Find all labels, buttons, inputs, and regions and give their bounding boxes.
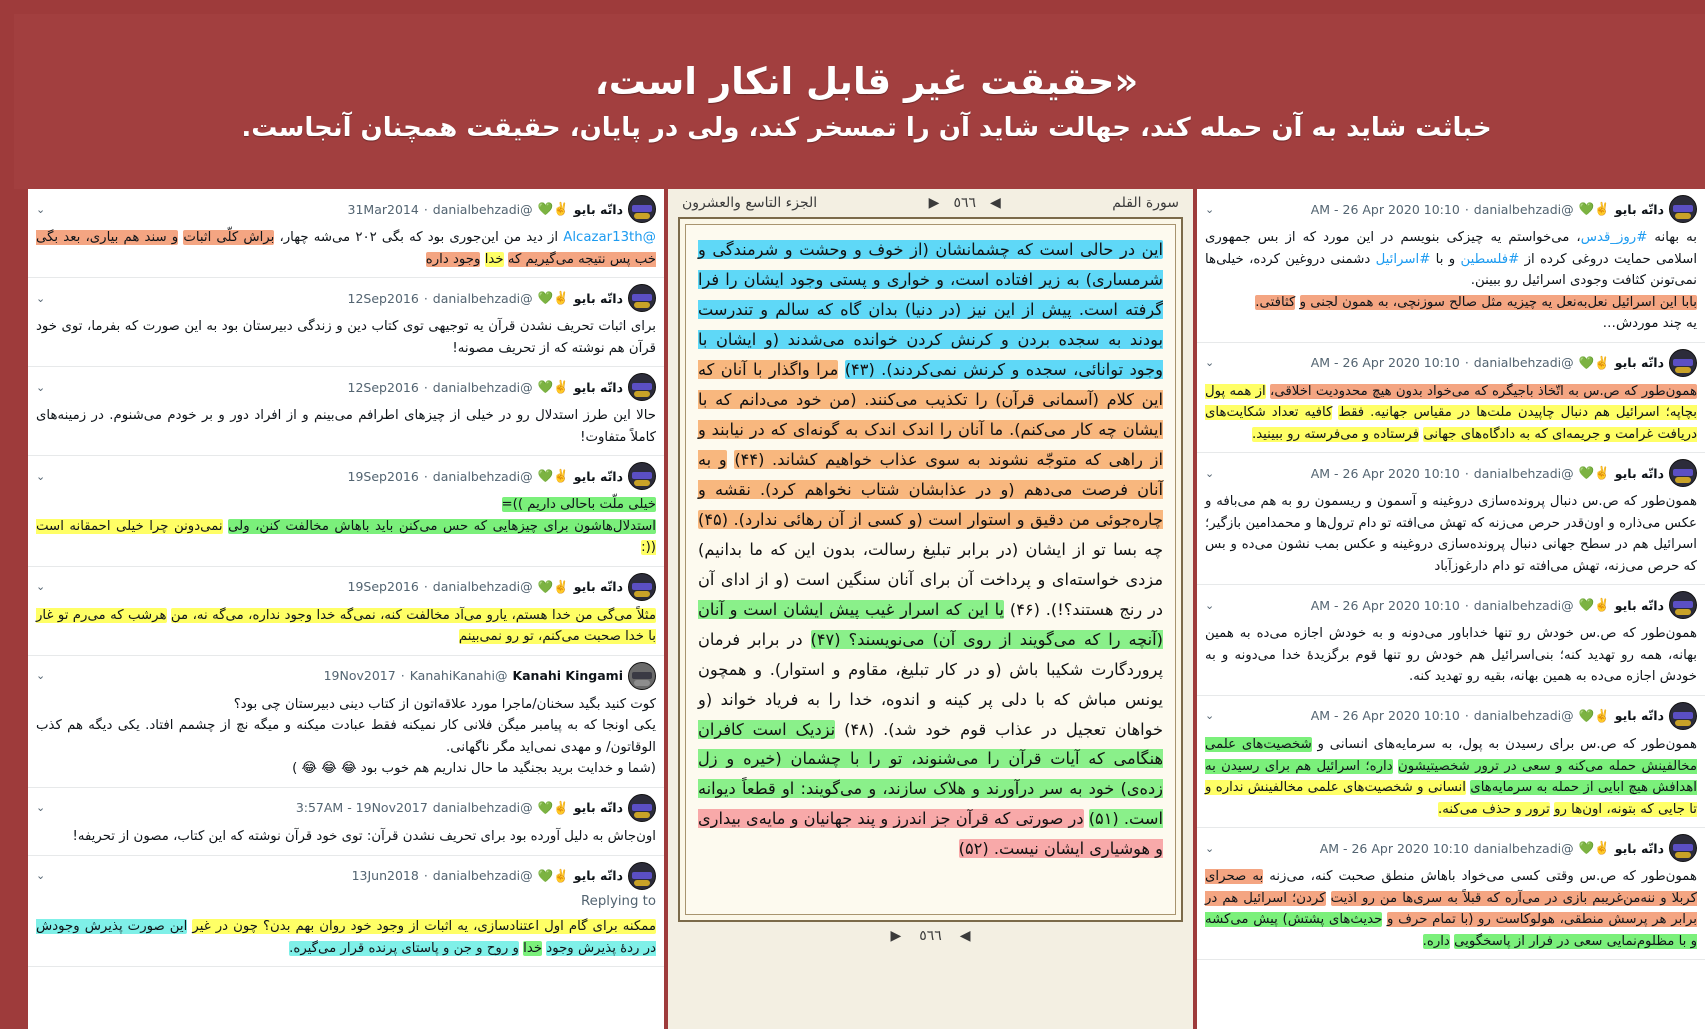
tweet-header (1205, 834, 1697, 862)
tweet-display-name[interactable]: داتّه بایو (1614, 201, 1664, 217)
chevron-down-icon[interactable]: ⌄ (36, 801, 46, 815)
quran-page-column (668, 189, 1193, 1029)
quran-header (668, 189, 1193, 217)
tweet-header (1205, 702, 1697, 730)
tweet-header (1205, 195, 1697, 223)
chevron-down-icon[interactable]: ⌄ (36, 202, 46, 216)
tweet-display-name[interactable]: داتّه بایو (1614, 355, 1664, 371)
chevron-down-icon[interactable]: ⌄ (1205, 841, 1215, 855)
tweet-handle[interactable]: @danialbehzadi (1473, 708, 1574, 724)
tweet-display-name[interactable]: داتّه بایو (573, 201, 623, 217)
tweet-display-name[interactable]: داتّه بایو (573, 290, 623, 306)
verified-emoji-icon: ✌️💚 (1578, 201, 1610, 216)
tweet-handle[interactable]: @danialbehzadi (432, 290, 533, 306)
avatar[interactable] (628, 662, 656, 690)
tweet-handle[interactable]: @KanahiKanahi (409, 668, 508, 684)
tweet-body: به بهانه #روز_قدس، می‌خواستم یه چیزکی بنویسم در این مورد که از بس جمهوری اسلامی حمایت دروغی کرده از #فلسطین و با #اسرائیل دشمنی دروغین کرده، خیلی‌ها نمی‌تونن کثافت وجودی اسرائیل رو ببینن. بابا این اسرائیل نعل‌به‌نعل یه چیزیه مثل صالح سوزنچی، به همون لجنی و کثافتی. یه چند موردش… (1205, 230, 1698, 332)
tweet-display-name[interactable]: داتّه بایو (573, 379, 623, 395)
tweet-display-name[interactable]: داتّه بایو (1614, 708, 1664, 724)
tweet-item[interactable] (1197, 696, 1705, 828)
tweet-timestamp[interactable]: 31Mar2014 (347, 201, 419, 217)
tweet-item[interactable] (28, 788, 664, 856)
tweet-handle[interactable]: @danialbehzadi (432, 868, 533, 883)
separator-dot: · (423, 379, 428, 395)
verified-emoji-icon: ✌️💚 (1578, 465, 1610, 481)
tweet-body: اون‌جاش به دلیل آورده بود برای تحریف نشدن قرآن: توی خود قرآن نوشته که این کتاب، مصون از تحریفه! (72, 828, 656, 844)
avatar[interactable] (1669, 591, 1697, 619)
chevron-down-icon[interactable]: ⌄ (36, 469, 46, 483)
separator-dot: · (423, 468, 428, 484)
tweet-display-name[interactable]: داتّه بایو (1614, 840, 1664, 856)
tweet-item[interactable] (1197, 343, 1705, 454)
verified-emoji-icon: ✌️💚 (1578, 354, 1610, 370)
tweet-timestamp[interactable]: 10:10 AM - 26 Apr 2020 (1310, 465, 1460, 481)
tweet-timestamp[interactable]: 10:10 AM - 26 Apr 2020 (1310, 597, 1460, 613)
verified-emoji-icon: ✌️💚 (537, 799, 569, 815)
tweet-item[interactable] (1197, 828, 1705, 960)
separator-dot: · (423, 290, 428, 306)
separator-dot: · (423, 579, 428, 595)
tweet-item[interactable] (1197, 453, 1705, 585)
tweet-body: خیلی ملّت باحالی داریم ))= استدلال‌هاشون برای چیزهایی که حس می‌کنن باید باهاش مخالفت کنن، ولی نمی‌دونن چرا خیلی احمقانه است ((: (36, 497, 656, 556)
separator-dot: · (1464, 708, 1469, 724)
verified-emoji-icon: ✌️💚 (537, 290, 569, 306)
tweet-timestamp[interactable]: 19Nov2017 (323, 668, 396, 684)
verified-emoji-icon: ✌️💚 (537, 379, 569, 395)
tweet-body: همون‌طور که ص.س به اتّخاذ باجیگره که می‌خواد بدون هیچ محدودیت اخلاقی، از همه پول بچاپه؛ اسرائیل هم دنبال چاپیدن ملت‌ها در مقیاس جهانیه. فقط کافیه تعداد شکایت‌های دریافت غرامت و جریمه‌ای که به دادگاه‌های جهانی فرستاده و می‌فرسته رو ببینید. (1205, 383, 1697, 442)
tweet-body: همون‌طور که ص.س برای رسیدن به پول، به سرمایه‌های انسانی و شخصیت‌های علمی مخالفینش حمله می‌کنه و سعی در ترور شخصیتیشون داره؛ اسرائیل هم برای رسیدن به اهدافش هیچ ابایی از حمله به سرمایه‌های انسانی و شخصیت‌های علمی مخالفینش نداره و تا جایی که بتونه، اون‌ها رو ترور و حذف می‌کنه. (1205, 736, 1697, 817)
quran-text: این در حالی است که چشمانشان (از خوف و وحشت و شرمندگی و شرمساری) به زیر افتاده است، و خواری و پستی وجود ایشان را فرا گرفته است. پیش از این نیز (در دنیا) بدان گاه که سالم و تندرست بودند به سجده بردن و کرنش کردن خوانده می‌شدند (و ایشان با وجود توانائی، سجده و کرنش نمی‌کردند). (۴۳) مرا واگذار با آنان که این کلام (آسمانی قرآن) را تکذیب می‌کنند. (من خود می‌دانم که با ایشان چه کار می‌کنم). ما آنان را اندک اندک به گونه‌ای که در نیابند و از راهی که متوجّه نشوند به سوی عذاب خواهیم کشاند. (۴۴) و به آنان فرصت می‌دهم (و در عذابشان شتاب نخواهم کرد). نقشه و چاره‌جوئی من دقیق و استوار است (و کسی از آن رهائی ندارد). (۴۵) چه بسا تو از ایشان (در برابر تبلیغ رسالت، بدون این که ما بدانیم) مزدی خواسته‌ای و پرداخت آن برای آنان سنگین است (و از ادای آن در رنج هستند؟!). (۴۶) یا این که اسرار غیب پیش ایشان است و آنان (آنچه را که می‌گویند از روی آن) می‌نویسند؟ (۴۷) در برابر فرمان پروردگارت شکیبا باش (و در کار تبلیغ، مقاوم و استوار). و همچون یونس مباش که با دلی پر کینه و اندوه، خدا را به فریاد خواند (و خواهان تعجیل در عذاب قوم خود شد). (۴۸) نزدیک است کافران هنگامی که آیات قرآن را می‌شنوند، تو را با چشمان (خیره و زل زده‌ی) خود به سر درآورند و هلاک سازند، و می‌گویند: او قطعاً دیوانه است. (۵۱) در صورتی که قرآن جز اندرز و پند جهانیان و مایه‌ی بیداری و هوشیاری ایشان نیست. (۵۲) (698, 240, 1163, 859)
tweet-handle[interactable]: @danialbehzadi (432, 379, 533, 395)
separator-dot: · (423, 868, 428, 883)
chevron-down-icon[interactable]: ⌄ (36, 380, 46, 394)
chevron-down-icon[interactable]: ⌄ (1205, 202, 1215, 216)
tweet-body: کوت کنید بگید سخنان/ما‌جرا مورد علاقه‌اتون از کتاب دینی دبیرستان چی بود؟ یکی اونجا که به پیامبر میگن فلانی کار نمیکنه فقط عبادت میکنه و میگه نچ از چشمم افتاد. یکی دیگه هم کذب الوقاتون/ و مهدی نمی‌اید مگر ناگهانی. (شما و خدایت برید بجنگید ما حال نداریم هم خوب بود 😂 😂 😂 ) (36, 696, 656, 777)
tweet-header (36, 284, 656, 312)
page-title: «حقیقت غیر قابل انکار است، (594, 60, 1139, 103)
tweet-item[interactable] (28, 189, 664, 278)
tweet-timestamp[interactable]: 19Sep2016 (347, 579, 419, 595)
avatar[interactable] (628, 794, 656, 822)
tweet-body: حالا این طرز استدلال رو در خیلی از چیزهای اطرافم می‌بینم و از افراد دور و بر خودم می‌شنوم. در زمینه‌های کاملاً متفاوت! (36, 408, 656, 445)
avatar[interactable] (1669, 349, 1697, 377)
avatar[interactable] (1669, 195, 1697, 223)
avatar[interactable] (628, 373, 656, 401)
quran-page-nav[interactable] (929, 195, 1001, 211)
verified-emoji-icon: ✌️💚 (1578, 707, 1610, 723)
tweet-item[interactable] (28, 367, 664, 456)
tweet-timestamp[interactable]: 13Jun2018 (351, 868, 419, 883)
page-subtitle: خباثت شاید به آن حمله کند، جهالت شاید آن را تمسخر کند، ولی در پایان، حقیقت همچنان آنجاست. (241, 113, 1492, 143)
chevron-down-icon[interactable]: ⌄ (1205, 709, 1215, 723)
chevron-down-icon[interactable]: ⌄ (36, 669, 46, 683)
tweet-timestamp[interactable]: 12Sep2016 (347, 379, 419, 395)
chevron-down-icon[interactable]: ⌄ (1205, 598, 1215, 612)
tweet-display-name[interactable]: داتّه بایو (573, 468, 623, 484)
tweet-handle[interactable]: @danialbehzadi (1473, 840, 1574, 856)
chevron-down-icon[interactable]: ⌄ (1205, 356, 1215, 370)
verified-emoji-icon: ✌️💚 (537, 468, 569, 484)
tweet-display-name[interactable]: Kanahi Kingami (512, 668, 623, 684)
tweet-handle[interactable]: @danialbehzadi (1473, 465, 1574, 481)
quran-juz-label: الجزء التاسع والعشرون (682, 195, 818, 211)
tweet-display-name[interactable]: داتّه بایو (573, 800, 623, 816)
prev-page-icon[interactable]: ◀ (990, 195, 1001, 211)
tweet-display-name[interactable]: داتّه بایو (1614, 597, 1664, 613)
tweet-item[interactable] (28, 567, 664, 656)
tweet-timestamp[interactable]: 10:10 AM - 26 Apr 2020 (1310, 708, 1460, 724)
next-page-icon[interactable]: ▶ (928, 195, 940, 211)
tweet-display-name[interactable]: داتّه بایو (573, 868, 623, 883)
tweet-header (1205, 459, 1697, 487)
tweet-timestamp[interactable]: 10:10 AM - 26 Apr 2020 (1310, 201, 1460, 217)
tweet-item[interactable] (28, 656, 664, 788)
chevron-down-icon[interactable]: ⌄ (36, 869, 46, 882)
tweet-handle[interactable]: @danialbehzadi (432, 468, 533, 484)
tweet-timestamp[interactable]: 10:10 AM - 26 Apr 2020 (1319, 840, 1469, 856)
verified-emoji-icon: ✌️💚 (537, 867, 569, 883)
tweet-header (36, 573, 656, 601)
chevron-down-icon[interactable]: ⌄ (36, 580, 46, 594)
quran-frame (678, 217, 1183, 922)
tweet-item[interactable] (28, 278, 664, 367)
tweet-handle[interactable]: @danialbehzadi (432, 579, 533, 595)
content-columns (28, 189, 1705, 1029)
verified-emoji-icon: ✌️💚 (1578, 597, 1610, 613)
tweet-body: ممکنه برای گام اول اعتنادسازی، یه اثبات از وجود خود روان بهم بدن؟ چون در غیر این صورت پذیرش وجودش در ردهٔ پذیرش وجود خدا و روح و جن و پاستای پرنده قرار می‌گیره. (36, 919, 657, 956)
footer-next-icon[interactable]: ▶ (890, 928, 902, 944)
tweet-body: برای اثبات تحریف نشدن قرآن یه توجیهی توی کتاب دین و زندگی دبیرستان بود به این صورت که بفرما، توی خود قرآن هم نوشته که از تحریف مصونه! (36, 319, 656, 356)
reply-to-label: Replying to (581, 893, 656, 909)
verified-emoji-icon: ✌️💚 (537, 578, 569, 594)
quran-page-number: ٥٦٦ (953, 195, 977, 211)
tweet-display-name[interactable]: داتّه بایو (1614, 465, 1664, 481)
avatar[interactable] (628, 862, 656, 890)
chevron-down-icon[interactable]: ⌄ (1205, 466, 1215, 480)
chevron-down-icon[interactable]: ⌄ (36, 291, 46, 305)
tweet-body: مثلاً می‌گی من خدا هستم، یارو می‌آد مخالفت کنه، نمی‌گه خدا وجود نداره، می‌گه نه، من هرشب که می‌رم تو غار با خدا صحبت می‌کنم، تو رو نمی‌بینم (36, 607, 656, 645)
tweet-item[interactable] (1197, 189, 1705, 343)
avatar[interactable] (1669, 834, 1697, 862)
separator-dot: · (1464, 465, 1469, 481)
left-tweet-column (1197, 189, 1705, 1029)
tweet-header (36, 373, 656, 401)
tweet-item[interactable] (28, 856, 664, 968)
tweet-header (36, 462, 656, 490)
separator-dot: · (400, 668, 405, 684)
avatar[interactable] (1669, 459, 1697, 487)
quran-footer-page-number: ٥٦٦ (919, 928, 942, 944)
separator-dot: · (423, 201, 428, 217)
tweet-handle[interactable]: @danialbehzadi (432, 800, 533, 816)
separator-dot: · (1464, 597, 1469, 613)
tweet-header (36, 195, 656, 223)
tweet-body: @Alcazar13th از دید من این‌جوری بود که بگی ۲۰۲ می‌شه چهار، براش کلّی اثبات و سند هم بیاری، بعد بگی خب پس نتیجه می‌گیریم که خدا وجود داره (36, 230, 656, 267)
tweet-timestamp[interactable]: 10:10 AM - 26 Apr 2020 (1310, 355, 1460, 371)
tweet-display-name[interactable]: داتّه بایو (573, 579, 623, 595)
tweet-timestamp[interactable]: 3:57AM - 19Nov2017 (295, 800, 428, 816)
tweet-handle[interactable]: @danialbehzadi (1473, 355, 1574, 371)
tweet-header (36, 862, 656, 890)
footer-prev-icon[interactable]: ◀ (959, 928, 971, 944)
avatar[interactable] (628, 284, 656, 312)
verified-emoji-icon: ✌️💚 (537, 201, 569, 216)
separator-dot: · (1464, 355, 1469, 371)
tweet-timestamp[interactable]: 12Sep2016 (347, 290, 419, 306)
quran-sura-label: سورة القلم (1112, 195, 1179, 211)
avatar[interactable] (628, 573, 656, 601)
tweet-handle[interactable]: @danialbehzadi (1473, 597, 1574, 613)
tweet-header (36, 794, 656, 822)
tweet-header (1205, 591, 1697, 619)
right-tweet-column (28, 189, 664, 1029)
quran-footer (668, 922, 1193, 950)
tweet-header (36, 662, 656, 690)
separator-dot: · (1464, 201, 1469, 217)
avatar[interactable] (628, 462, 656, 490)
tweet-item[interactable] (1197, 585, 1705, 696)
tweet-header (1205, 349, 1697, 377)
tweet-timestamp[interactable]: 19Sep2016 (347, 468, 419, 484)
quran-inner-frame (685, 224, 1176, 915)
avatar[interactable] (628, 195, 656, 223)
verified-emoji-icon: ✌️💚 (1578, 840, 1610, 856)
tweet-body: همون‌طور که ص.س دنبال پرونده‌سازی دروغینه و آسمون و ریسمون رو به هم می‌بافه و عکس می‌ذاره و اون‌قدر حرص می‌زنه که تهش می‌افته تو دام ترول‌ها و محمدامین بازگیر؛ اسرائیل هم در سطح جهانی دنبال پرونده‌سازی دروغینه و عکس بمب نشون می‌ده و بس که حرص می‌زنه، تهش می‌افته تو دام دارغوزآباد (1205, 494, 1697, 574)
tweet-body: همون‌طور که ص.س خودش رو تنها خداباور می‌دونه و به خودش اجازه می‌ده به همین بهانه، همه رو تهدید کنه؛ بنی‌اسرائیل هم خودش رو تنها قوم برگزیدهٔ خدا می‌دونه و به خودش اجازه می‌ده به همین بهانه، بقیه رو تهدید کنه. (1205, 626, 1697, 685)
header-banner (14, 14, 1705, 189)
tweet-handle[interactable]: @danialbehzadi (432, 201, 533, 217)
tweet-item[interactable] (28, 456, 664, 567)
avatar[interactable] (1669, 702, 1697, 730)
tweet-body: همون‌طور که ص.س وقتی کسی می‌خواد باهاش منطق صحبت کنه، می‌زنه به صحرای کربلا و ننه‌من‌غریبم بازی در می‌آره که قبلاً به سری‌ها من رو اذیت کردن؛ اسرائیل هم در برابر هر پرسش منطقی، هولوکاست رو (با تمام حرف و حدیث‌های پشتش) پیش می‌کشه و با مظلوم‌نمایی سعی در فرار از پاسخگویی داره. (1205, 869, 1698, 949)
tweet-handle[interactable]: @danialbehzadi (1473, 201, 1574, 217)
